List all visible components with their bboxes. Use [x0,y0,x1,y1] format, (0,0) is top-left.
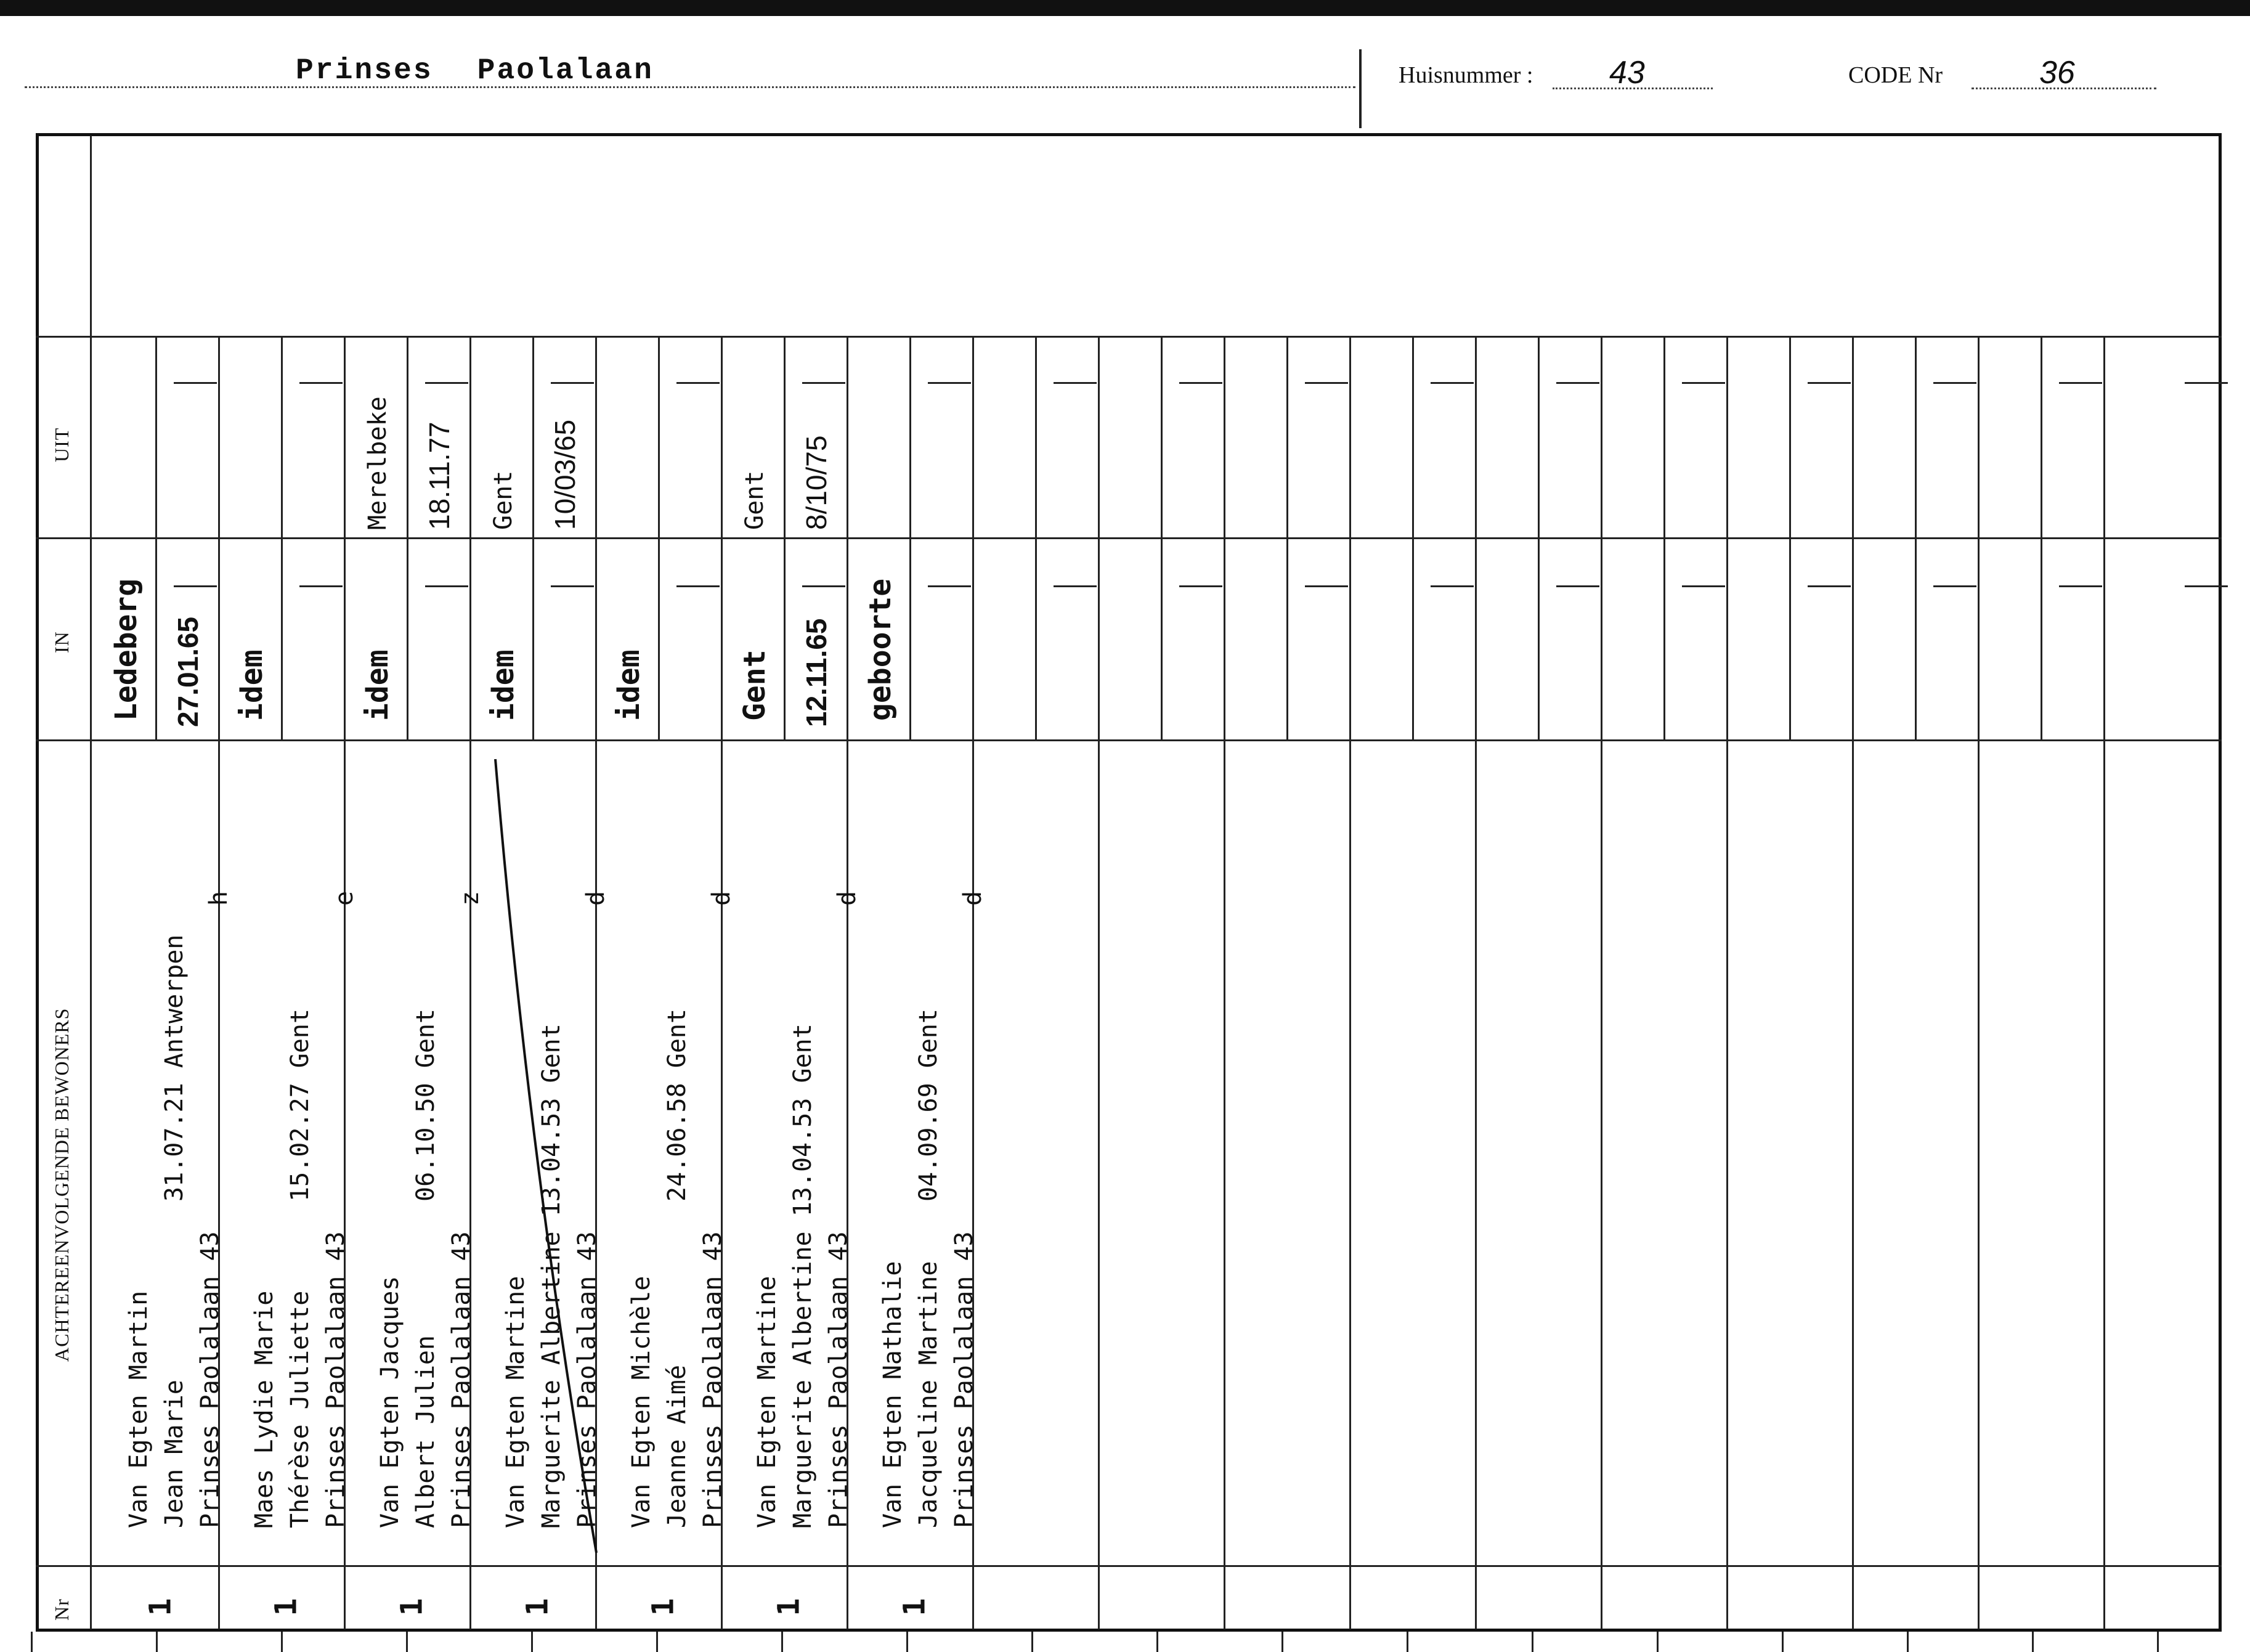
empty-cell-dash [1933,382,1976,384]
in-place: idem [486,649,521,721]
divider-in-top [36,537,2222,539]
bottom-tick [781,1632,783,1652]
empty-cell-dash [802,382,845,384]
birth-date-place: 04.09.69 Gent [914,1008,943,1202]
column-divider [1349,336,1351,1629]
bottom-tick [1907,1632,1909,1652]
status-code: e [330,890,359,906]
half-column-divider [155,336,157,739]
code-dotted-line [1972,87,2156,89]
empty-cell-dash [1431,382,1474,384]
birth-date-place: 06.10.50 Gent [412,1008,440,1202]
street-name [296,54,698,87]
bottom-tick [1532,1632,1533,1652]
empty-cell-dash [1054,382,1097,384]
resident-name-line: Albert Julien [412,1335,440,1528]
bottom-tick [906,1632,908,1652]
bottom-tick [406,1632,408,1652]
empty-cell-dash [1179,382,1222,384]
empty-cell-dash [676,585,720,587]
resident-name-line: Prinses Paolalaan 43 [447,1231,476,1528]
street-dotted-line [25,86,1355,88]
register-table [36,133,2222,1632]
bottom-tick [656,1632,658,1652]
bottom-tick [2032,1632,2034,1652]
bottom-tick [156,1632,158,1652]
status-code: d [833,890,861,906]
half-column-divider [1035,336,1037,739]
empty-cell-dash [1431,585,1474,587]
header-separator [1359,49,1362,128]
resident-number: 1 [520,1598,555,1616]
in-place: idem [235,649,269,721]
column-divider [1224,336,1225,1629]
empty-cell-dash [1682,382,1725,384]
resident-name-line: Van Egten Martine [502,1276,530,1528]
resident-name-line: Jeanne Aimé [663,1365,691,1528]
bottom-tick [31,1632,33,1652]
half-column-divider [1789,336,1791,739]
column-divider [1978,336,1980,1629]
column-divider [1852,336,1854,1629]
half-column-divider [1915,336,1917,739]
uit-date: 8/10/75 [800,435,832,530]
resident-name-line: Jacqueline Martine [914,1261,943,1528]
resident-name-line: Van Egten Martin [124,1290,153,1528]
empty-cell-dash [2059,585,2102,587]
empty-cell-dash [1305,382,1348,384]
half-column-divider [2041,336,2042,739]
resident-number: 1 [394,1598,429,1616]
half-column-divider [1286,336,1288,739]
uit-date: 10/03/65 [549,419,581,530]
half-column-divider [1161,336,1163,739]
resident-number: 1 [771,1598,806,1616]
bottom-tick [1281,1632,1283,1652]
resident-name-line: Prinses Paolalaan 43 [824,1231,853,1528]
bottom-tick [281,1632,283,1652]
status-code: z [456,890,484,906]
empty-cell-dash [551,382,594,384]
resident-name-line: Prinses Paolalaan 43 [322,1231,350,1528]
code-value: 36 [2039,55,2075,91]
empty-cell-dash [174,382,217,384]
bottom-tick [2157,1632,2159,1652]
in-place: geboorte [863,578,898,721]
uit-place: Gent [741,470,769,530]
resident-name-line: Marguerite Albertine 13.04.53 Gent [537,1023,566,1528]
label-column-divider [90,136,92,1629]
resident-name-line: Van Egten Jacques [376,1276,404,1528]
divider-uit-top [36,336,2222,338]
resident-number: 1 [143,1598,178,1616]
empty-cell-dash [425,585,468,587]
nr-header: Nr [51,1598,73,1621]
resident-name-line: Prinses Paolalaan 43 [196,1231,224,1528]
bottom-tick [1031,1632,1033,1652]
birth-date-place: 31.07.21 Antwerpen [160,934,189,1202]
column-divider [1726,336,1728,1629]
empty-cell-dash [551,585,594,587]
street-part-1: Prinses [296,54,433,87]
uit-place: Merelbeke [363,396,392,530]
empty-cell-dash [1933,585,1976,587]
resident-name-line: Jean Marie [160,1380,189,1528]
resident-number: 1 [269,1598,304,1616]
code-label: CODE Nr [1848,62,1943,88]
top-scan-edge [0,0,2250,16]
resident-name-line: Maes Lydie Marie [250,1290,278,1528]
in-place: idem [612,649,646,721]
in-header: IN [51,631,73,653]
resident-number: 1 [897,1598,932,1616]
half-column-divider [1663,336,1665,739]
half-column-divider [407,336,408,739]
bottom-tick [531,1632,533,1652]
empty-cell-dash [1808,382,1851,384]
empty-cell-dash [928,585,971,587]
resident-name-line: Van Egten Nathalie [879,1261,907,1528]
half-column-divider [1538,336,1540,739]
resident-name-line: Van Egten Martine [753,1276,781,1528]
status-code: h [205,890,233,906]
in-date: 12.11.65 [800,618,832,727]
resident-name-line: Van Egten Michèle [627,1276,656,1528]
in-date: 27.01.65 [172,616,204,727]
status-code: d [959,890,987,906]
bottom-tick [1156,1632,1158,1652]
empty-cell-dash [174,585,217,587]
empty-cell-dash [928,382,971,384]
birth-date-place: 15.02.27 Gent [286,1008,314,1202]
half-column-divider [532,336,534,739]
divider-nr-top [36,1565,2222,1567]
resident-name-line: Prinses Paolalaan 43 [573,1231,601,1528]
resident-name-line: Thérèse Juliette [286,1290,314,1528]
bottom-tick [1657,1632,1659,1652]
divider-bewoners-top [36,739,2222,741]
in-place: Ledeberg [109,578,144,721]
street-part-2: Paolalaan [477,54,654,87]
half-column-divider [1412,336,1414,739]
status-code: d [707,890,736,906]
column-divider [1601,336,1602,1629]
empty-cell-dash [1054,585,1097,587]
status-code: d [582,890,610,906]
half-column-divider [784,336,786,739]
resident-name-line: Marguerite Albertine 13.04.53 Gent [789,1023,817,1528]
half-column-divider [658,336,660,739]
empty-cell-dash [2185,585,2228,587]
empty-cell-dash [1556,585,1599,587]
resident-name-line: Prinses Paolalaan 43 [950,1231,978,1528]
bottom-tick [1407,1632,1408,1652]
empty-cell-dash [1179,585,1222,587]
in-place: Gent [737,649,772,721]
uit-header: UIT [51,427,73,462]
resident-name-line: Prinses Paolalaan 43 [699,1231,727,1528]
uit-place: Gent [489,470,518,530]
empty-cell-dash [1808,585,1851,587]
empty-cell-dash [425,382,468,384]
empty-cell-dash [1682,585,1725,587]
bewoners-header: ACHTEREENVOLGENDE BEWONERS [51,1007,73,1362]
huisnummer-dotted-line [1553,87,1713,89]
empty-cell-dash [2059,382,2102,384]
birth-date-place: 24.06.58 Gent [663,1008,691,1202]
huisnummer-value: 43 [1609,55,1645,91]
bottom-tick [1782,1632,1784,1652]
empty-cell-dash [676,382,720,384]
empty-cell-dash [802,585,845,587]
column-divider [1098,336,1100,1629]
empty-cell-dash [1556,382,1599,384]
column-divider [1475,336,1477,1629]
empty-cell-dash [299,585,343,587]
empty-cell-dash [299,382,343,384]
uit-date: 18.11.77 [423,421,455,530]
huisnummer-label: Huisnummer : [1399,62,1533,88]
empty-cell-dash [2185,382,2228,384]
empty-cell-dash [1305,585,1348,587]
half-column-divider [281,336,283,739]
in-place: idem [360,649,395,721]
resident-number: 1 [646,1598,681,1616]
half-column-divider [909,336,911,739]
column-divider [2103,336,2105,1629]
